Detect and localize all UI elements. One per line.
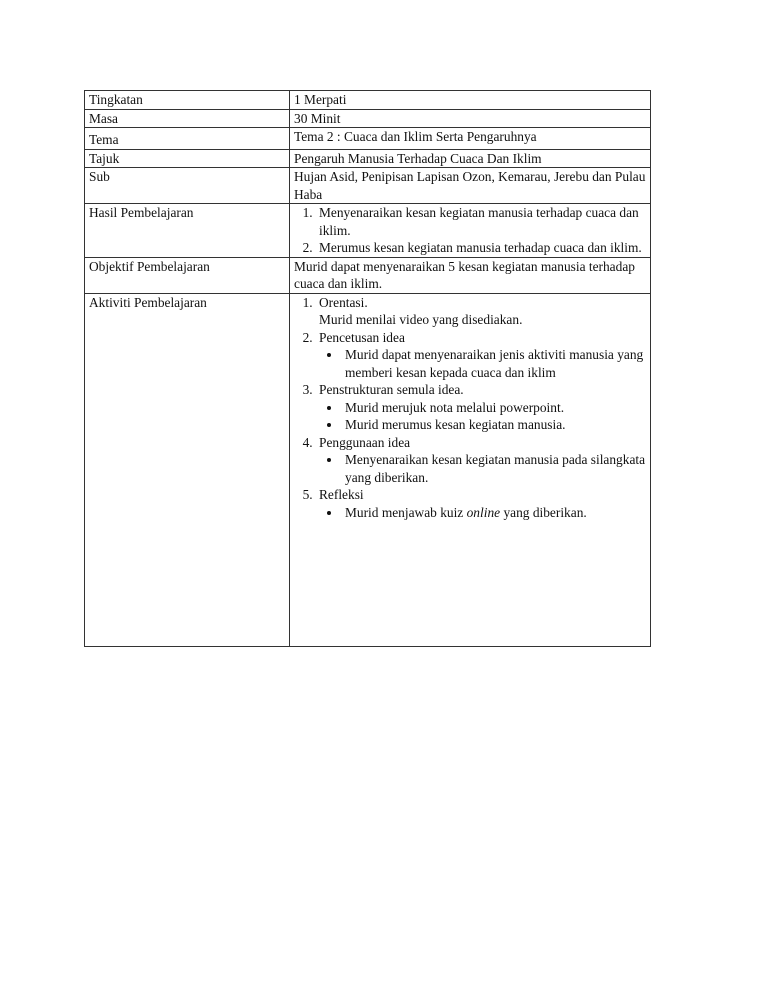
- aktiviti-steps: [294, 434, 646, 452]
- list-item: • Murid merujuk nota melalui powerpoint.: [342, 399, 646, 417]
- step-bullets: [294, 399, 646, 434]
- table-row: [85, 257, 651, 293]
- step-penstrukturan: [316, 381, 646, 399]
- step-title: 1. Orentasi.: [319, 294, 368, 310]
- row-label-sub: Sub: [85, 168, 290, 204]
- row-value-hasil: [290, 204, 651, 258]
- hasil-list: [294, 204, 646, 257]
- row-label-hasil: Hasil Pembelajaran: [85, 204, 290, 258]
- row-label-aktiviti: Aktiviti Pembelajaran: [85, 293, 290, 646]
- bullet-text: yang diberikan.: [500, 504, 587, 520]
- row-label-tema: Tema: [85, 128, 290, 150]
- step-desc: Murid menilai video yang disediakan.: [319, 312, 523, 327]
- row-value-aktiviti: [290, 293, 651, 646]
- list-item: 2. Merumus kesan kegiatan manusia terhadap cuaca dan iklim.: [316, 239, 646, 257]
- lesson-plan-table: [84, 90, 651, 647]
- bullet-text: Murid menjawab kuiz: [345, 504, 467, 520]
- bullet-emphasis: online: [466, 504, 501, 520]
- row-value-tema: Tema 2 : Cuaca dan Iklim Serta Pengaruhnya: [290, 128, 651, 150]
- table-row: [85, 293, 651, 646]
- row-label-masa: Masa: [85, 109, 290, 128]
- step-bullets: [294, 346, 646, 381]
- row-value-tajuk: Pengaruh Manusia Terhadap Cuaca Dan Iklim: [290, 149, 651, 168]
- list-item: • Murid merumus kesan kegiatan manusia.: [342, 416, 646, 434]
- row-label-tajuk: Tajuk: [85, 149, 290, 168]
- table-row: [85, 91, 651, 110]
- list-item: • Murid dapat menyenaraikan jenis aktiviti manusia yang memberi kesan kepada cuaca dan iklim: [342, 346, 646, 381]
- row-value-objektif: Murid dapat menyenaraikan 5 kesan kegiatan manusia terhadap cuaca dan iklim.: [290, 257, 651, 293]
- step-refleksi: [316, 486, 646, 504]
- aktiviti-steps: [294, 329, 646, 347]
- step-bullets: [294, 504, 646, 522]
- step-orentasi: [316, 294, 646, 312]
- aktiviti-steps: [294, 294, 646, 312]
- aktiviti-steps: [294, 381, 646, 399]
- table-row: [85, 109, 651, 128]
- step-title: 3. Penstrukturan semula idea.: [319, 382, 464, 397]
- step-pencetusan: [316, 329, 646, 347]
- table-row: [85, 128, 651, 150]
- table-row: [85, 149, 651, 168]
- row-value-masa: 30 Minit: [290, 109, 651, 128]
- table-row: [85, 168, 651, 204]
- step-title: 4. Penggunaan idea: [319, 434, 411, 450]
- list-item: • Menyenaraikan kesan kegiatan manusia pada silangkata yang diberikan.: [342, 451, 646, 486]
- table-row: [85, 204, 651, 258]
- list-item: [342, 504, 646, 522]
- list-item: 1. Menyenaraikan kesan kegiatan manusia terhadap cuaca dan iklim.: [316, 204, 646, 239]
- row-label-tingkatan: Tingkatan: [85, 91, 290, 110]
- step-bullets: [294, 451, 646, 486]
- step-title: 5. Refleksi: [319, 487, 364, 502]
- step-penggunaan: [316, 434, 646, 452]
- row-value-tingkatan: 1 Merpati: [290, 91, 651, 110]
- row-label-objektif: Objektif Pembelajaran: [85, 257, 290, 293]
- row-value-sub: Hujan Asid, Penipisan Lapisan Ozon, Kemarau, Jerebu dan Pulau Haba: [290, 168, 651, 204]
- step-title: 2. Pencetusan idea: [319, 329, 405, 345]
- aktiviti-steps: [294, 486, 646, 504]
